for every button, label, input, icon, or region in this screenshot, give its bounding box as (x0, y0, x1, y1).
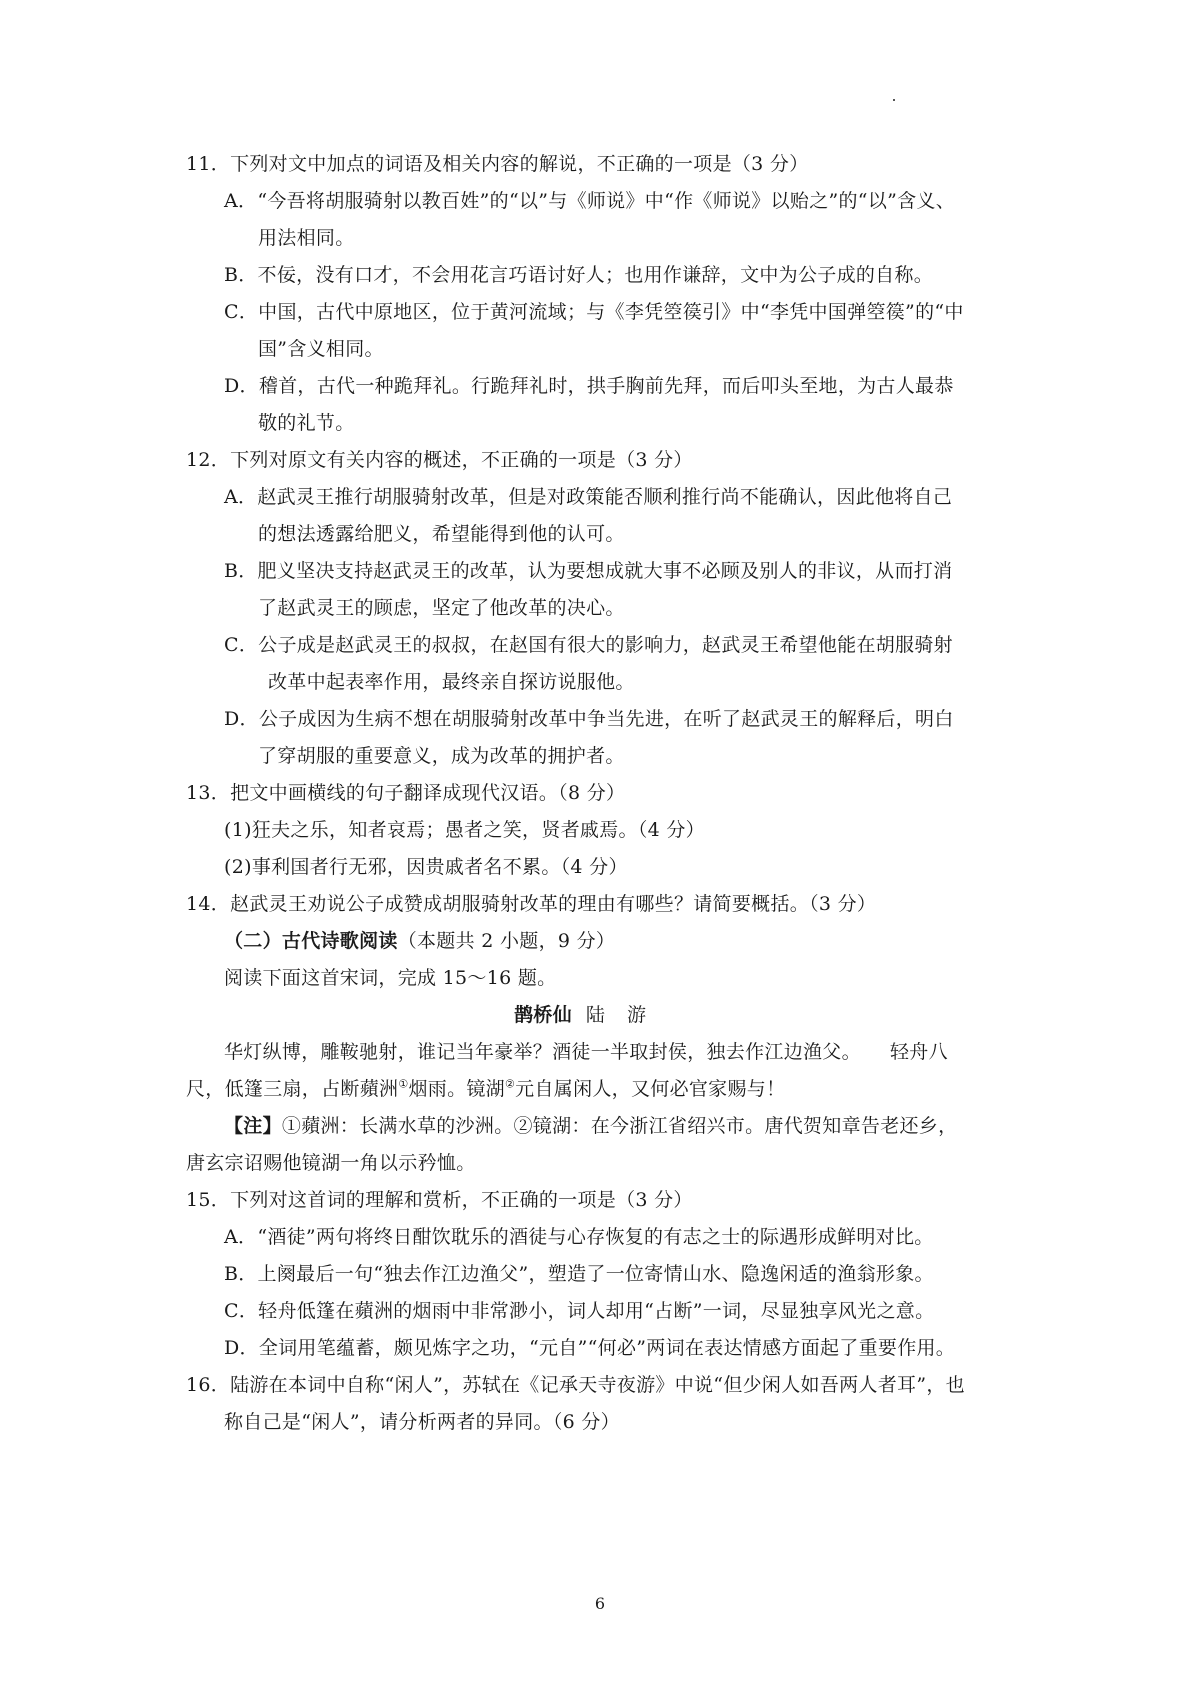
q13-sentence-2: (2)事利国者行无邪，因贵戚者名不累。（4 分） (224, 856, 628, 878)
q12-option-d-cont: 了穿胡服的重要意义，成为改革的拥护者。 (258, 745, 625, 767)
note-label: 【注】 (224, 1115, 282, 1137)
q12-option-a-cont: 的想法透露给肥义，希望能得到他的认可。 (258, 523, 625, 545)
q15-stem: 15．下列对这首词的理解和赏析，不正确的一项是（3 分） (186, 1189, 693, 1211)
q12-option-a: A．赵武灵王推行胡服骑射改革，但是对政策能否顺利推行尚不能确认，因此他将自己 (224, 486, 953, 508)
q13-stem: 13．把文中画横线的句子翻译成现代汉语。（8 分） (186, 782, 626, 804)
note-line-1 (224, 1114, 957, 1138)
section-heading (224, 929, 615, 953)
q12-stem: 12．下列对原文有关内容的概述，不正确的一项是（3 分） (186, 449, 693, 471)
q11-option-a: A．“今吾将胡服骑射以教百姓”的“以”与《师说》中“作《师说》以贻之”的“以”含义、 (224, 190, 956, 212)
q12-option-c-cont: 改革中起表率作用，最终亲自探访说服他。 (268, 671, 635, 693)
q12-option-d: D．公子成因为生病不想在胡服骑射改革中争当先进，在听了赵武灵王的解释后，明白 (224, 708, 954, 730)
q11-stem: 11．下列对文中加点的词语及相关内容的解说，不正确的一项是（3 分） (186, 153, 809, 175)
q11-option-d-cont: 敬的礼节。 (258, 412, 355, 434)
speck-mark (893, 99, 895, 101)
q11-option-c-cont: 国”含义相同。 (258, 338, 384, 360)
q14-stem: 14．赵武灵王劝说公子成赞成胡服骑射改革的理由有哪些？请简要概括。（3 分） (186, 893, 877, 915)
footnote-mark-2: ② (505, 1077, 516, 1091)
poem-line-1: 华灯纵博，雕鞍驰射，谁记当年豪举？酒徒一半取封侯，独去作江边渔父。 轻舟八 (224, 1041, 948, 1063)
poem-line-2 (186, 1077, 785, 1101)
q11-option-a-cont: 用法相同。 (258, 227, 355, 249)
q16-stem: 16．陆游在本词中自称“闲人”，苏轼在《记承天寺夜游》中说“但少闲人如吾两人者耳”，也 (186, 1374, 965, 1396)
footnote-mark-1: ① (398, 1077, 409, 1091)
poem-line-2-part-c: 元自属闲人，又何必官家赐与！ (515, 1078, 786, 1100)
q12-option-c: C．公子成是赵武灵王的叔叔，在赵国有很大的影响力，赵武灵王希望他能在胡服骑射 (224, 634, 953, 656)
note-line-2: 唐玄宗诏赐他镜湖一角以示矜恤。 (186, 1152, 476, 1174)
q11-option-d: D．稽首，古代一种跪拜礼。行跪拜礼时，拱手胸前先拜，而后叩头至地，为古人最恭 (224, 375, 954, 397)
q13-sentence-1: (1)狂夫之乐，知者哀焉；愚者之笑，贤者戚焉。（4 分） (224, 819, 705, 841)
section-heading-title: （二）古代诗歌阅读 (224, 930, 398, 952)
poem-title: 鹊桥仙 (514, 1004, 572, 1026)
note-text-1: ①蘋洲：长满水草的沙洲。②镜湖：在今浙江省绍兴市。唐代贺知章告老还乡， (281, 1115, 958, 1137)
poem-line-2-part-a: 尺，低篷三扇，占断蘋洲 (186, 1078, 399, 1100)
q15-option-d: D．全词用笔蕴蓄，颇见炼字之功，“元自”“何必”两词在表达情感方面起了重要作用。 (224, 1337, 956, 1359)
section-instruction: 阅读下面这首宋词，完成 15～16 题。 (224, 967, 557, 989)
poem-line-2-part-b: 烟雨。镜湖 (408, 1078, 505, 1100)
q12-option-b-cont: 了赵武灵王的顾虑，坚定了他改革的决心。 (258, 597, 625, 619)
q11-option-b: B．不佞，没有口才，不会用花言巧语讨好人；也用作谦辞，文中为公子成的自称。 (224, 264, 934, 286)
q11-option-c: C．中国，古代中原地区，位于黄河流域；与《李凭箜篌引》中“李凭中国弹箜篌”的“中 (224, 301, 964, 323)
poem-title-line (514, 1003, 654, 1027)
section-heading-note: （本题共 2 小题，9 分） (397, 930, 616, 952)
poem-author: 陆 游 (585, 1004, 654, 1026)
q15-option-b: B．上阕最后一句“独去作江边渔父”，塑造了一位寄情山水、隐逸闲适的渔翁形象。 (224, 1263, 934, 1285)
q12-option-b: B．肥义坚决支持赵武灵王的改革，认为要想成就大事不必顾及别人的非议，从而打消 (224, 560, 953, 582)
page-number: 6 (594, 1594, 606, 1613)
q15-option-a: A．“酒徒”两句将终日酣饮耽乐的酒徒与心存恢复的有志之士的际遇形成鲜明对比。 (224, 1226, 934, 1248)
q15-option-c: C．轻舟低篷在蘋洲的烟雨中非常渺小，词人却用“占断”一词，尽显独享风光之意。 (224, 1300, 935, 1322)
q16-stem-cont: 称自己是“闲人”，请分析两者的异同。（6 分） (224, 1411, 620, 1433)
